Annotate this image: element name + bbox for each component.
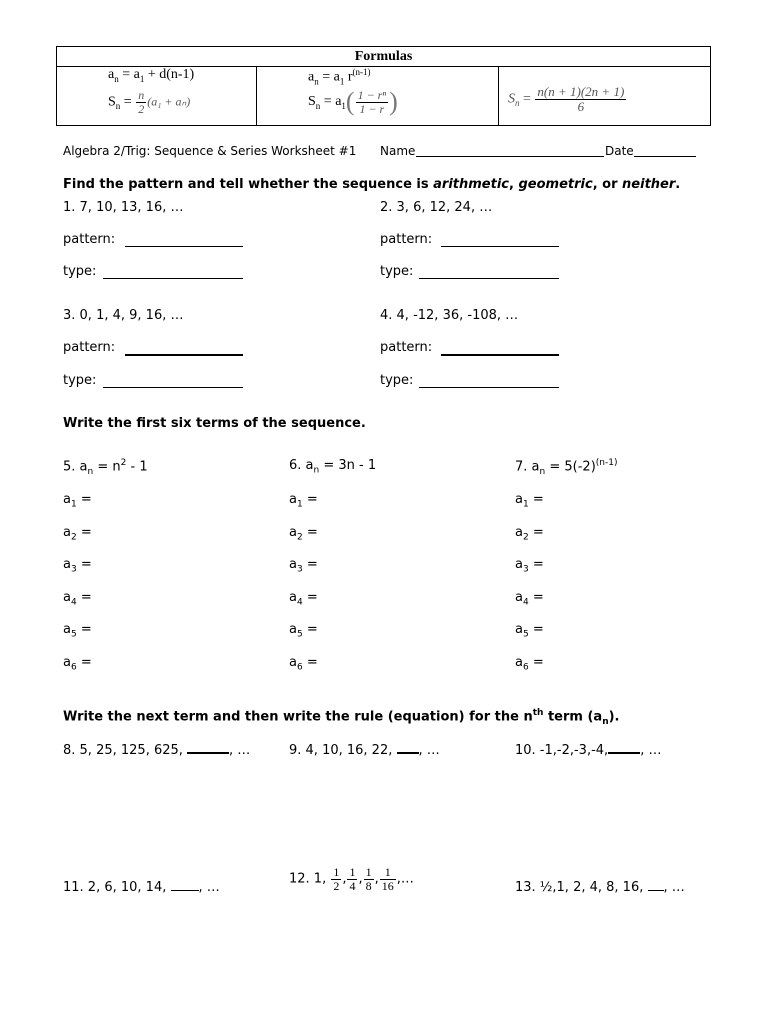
type-answer-4[interactable] bbox=[419, 375, 559, 388]
next-term-answer-8[interactable] bbox=[187, 740, 229, 754]
fraction: $\frac{1}{8}$ bbox=[365, 865, 372, 893]
problem-5: 5. $a_n = n^2 - 1$ bbox=[63, 458, 148, 477]
pattern-label: pattern: bbox=[380, 232, 433, 247]
type-answer-1[interactable] bbox=[103, 266, 243, 279]
next-term-answer-9[interactable] bbox=[397, 740, 419, 754]
problem-3: 3. 0, 1, 4, 9, 16, … bbox=[63, 308, 184, 323]
geometric-nth-term-formula: $a_n = a_1$ $r^{(n-1)}$ bbox=[308, 67, 371, 87]
term-p6-a1[interactable]: $a_1$ = bbox=[289, 492, 318, 510]
term-p6-a2[interactable]: $a_2$ = bbox=[289, 525, 318, 543]
pattern-answer-2[interactable] bbox=[441, 234, 559, 247]
pattern-answer-4[interactable] bbox=[441, 342, 559, 356]
term-p5-a5[interactable]: $a_5$ = bbox=[63, 622, 92, 640]
date-field[interactable] bbox=[634, 144, 696, 157]
term-p7-a2[interactable]: $a_2$ = bbox=[515, 525, 544, 543]
pattern-label: pattern: bbox=[63, 340, 116, 355]
problem-7: 7. $a_n = 5(-2)^{(n-1)}$ bbox=[515, 458, 618, 477]
section1-instruction: Find the pattern and tell whether the sequence is arithmetic, geometric, or neither. bbox=[63, 177, 681, 192]
problem-10: 10. -1,-2,-3,-4, , … bbox=[515, 740, 661, 758]
pattern-label: pattern: bbox=[63, 232, 116, 247]
term-p5-a4[interactable]: $a_4$ = bbox=[63, 590, 92, 608]
problem-2: 2. 3, 6, 12, 24, … bbox=[380, 200, 493, 215]
geometric-sum-formula: $S_n = a_1$( $\frac{\text{1 − rⁿ}}{1 - r}$ ) bbox=[308, 87, 398, 116]
problem-13: 13. ½,1, 2, 4, 8, 16, , … bbox=[515, 880, 685, 895]
section3-instruction: Write the next term and then write the rule (equation) for the $n^{th}$ term $(a_n)$. bbox=[63, 708, 620, 727]
next-term-answer-11[interactable] bbox=[171, 878, 199, 891]
term-p6-a5[interactable]: $a_5$ = bbox=[289, 622, 318, 640]
term-p6-a3[interactable]: $a_3$ = bbox=[289, 557, 318, 575]
problem-4: 4. 4, -12, 36, -108, … bbox=[380, 308, 519, 323]
section2-instruction: Write the first six terms of the sequence. bbox=[63, 416, 366, 431]
problem-8: 8. 5, 25, 125, 625, , … bbox=[63, 740, 250, 758]
problem-6: 6. $a_n = 3n - 1$ bbox=[289, 458, 377, 476]
type-answer-2[interactable] bbox=[419, 266, 559, 279]
arithmetic-sum-formula: $S_n$ = $\frac{n}{2}$ (a₁ + aₙ) bbox=[108, 88, 191, 116]
date-label: Date bbox=[605, 144, 634, 158]
pattern-answer-3[interactable] bbox=[125, 342, 243, 356]
next-term-answer-13[interactable] bbox=[648, 878, 664, 891]
sum-of-squares-formula: $S_n$ = $\frac{n(n + 1)(2n + 1)}{6}$ bbox=[508, 84, 625, 114]
type-label: type: bbox=[380, 373, 414, 388]
term-p7-a3[interactable]: $a_3$ = bbox=[515, 557, 544, 575]
formulas-title: Formulas bbox=[57, 47, 710, 67]
term-p7-a4[interactable]: $a_4$ = bbox=[515, 590, 544, 608]
problem-9: 9. 4, 10, 16, 22, , … bbox=[289, 740, 440, 758]
pattern-label: pattern: bbox=[380, 340, 433, 355]
term-p7-a1[interactable]: $a_1$ = bbox=[515, 492, 544, 510]
formulas-table bbox=[56, 46, 711, 126]
problem-1: 1. 7, 10, 13, 16, … bbox=[63, 200, 184, 215]
name-field[interactable] bbox=[416, 144, 604, 157]
problem-12: 12. 1, $\frac{1}{2}$ , $\frac{1}{4}$ , $\frac{1}{8}$ , $\frac{1}{16}$ ,… bbox=[289, 865, 414, 893]
table-divider bbox=[256, 66, 257, 125]
fraction: $\frac{1}{4}$ bbox=[349, 865, 356, 893]
problem-11: 11. 2, 6, 10, 14, , … bbox=[63, 880, 220, 895]
term-p6-a4[interactable]: $a_4$ = bbox=[289, 590, 318, 608]
next-term-answer-10[interactable] bbox=[608, 740, 640, 754]
type-label: type: bbox=[63, 373, 97, 388]
course-title: Algebra 2/Trig: Sequence & Series Worksheet #1 bbox=[63, 144, 357, 158]
pattern-answer-1[interactable] bbox=[125, 234, 243, 247]
name-label: Name bbox=[380, 144, 416, 158]
term-p5-a6[interactable]: $a_6$ = bbox=[63, 655, 92, 673]
type-label: type: bbox=[380, 264, 414, 279]
term-p7-a5[interactable]: $a_5$ = bbox=[515, 622, 544, 640]
term-p5-a3[interactable]: $a_3$ = bbox=[63, 557, 92, 575]
term-p6-a6[interactable]: $a_6$ = bbox=[289, 655, 318, 673]
term-p5-a2[interactable]: $a_2$ = bbox=[63, 525, 92, 543]
type-answer-3[interactable] bbox=[103, 375, 243, 388]
arithmetic-nth-term-formula: $a_n = a_1 + d(n-1)$ bbox=[108, 67, 195, 84]
fraction: $\frac{1}{16}$ bbox=[381, 865, 394, 893]
type-label: type: bbox=[63, 264, 97, 279]
term-p7-a6[interactable]: $a_6$ = bbox=[515, 655, 544, 673]
fraction: $\frac{1}{2}$ bbox=[333, 865, 340, 893]
term-p5-a1[interactable]: $a_1$ = bbox=[63, 492, 92, 510]
table-divider bbox=[498, 66, 499, 125]
